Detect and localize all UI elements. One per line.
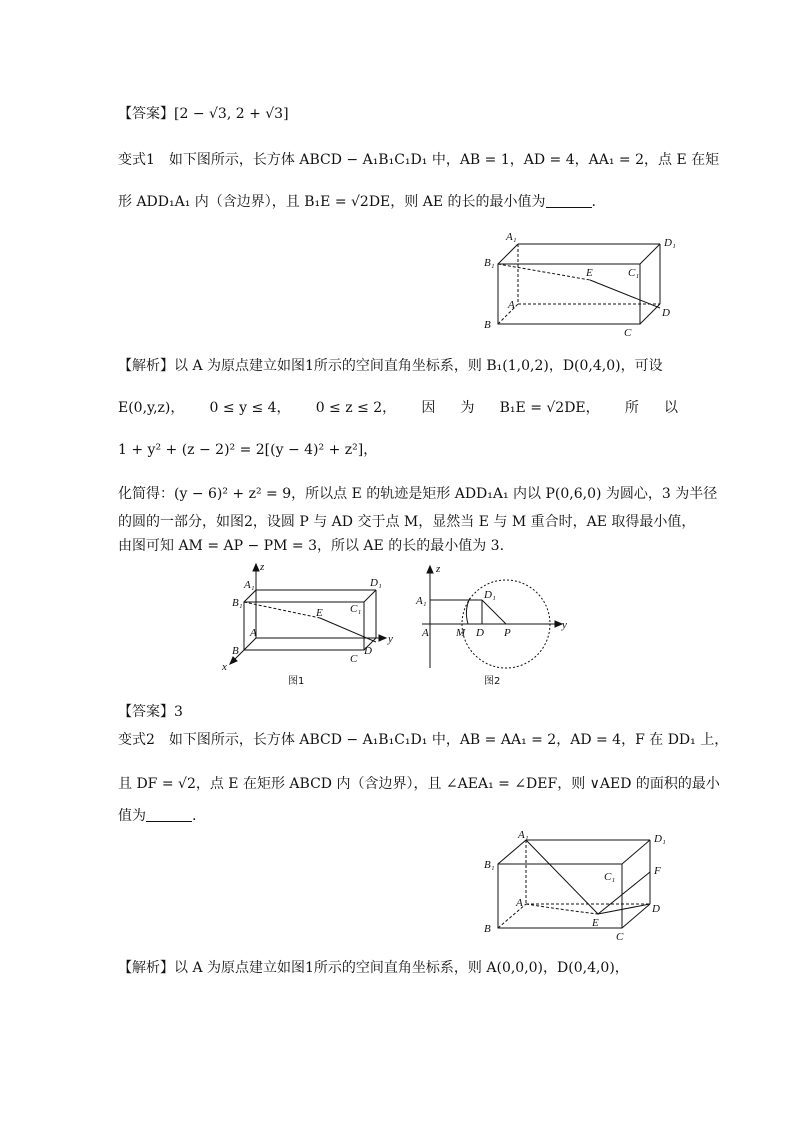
fig-1-label-3: D₁: [370, 577, 382, 589]
solution-1-seg-5: B₁E = √2DE，: [499, 400, 600, 416]
fig-b-label-1: B₁: [484, 859, 495, 871]
variant-2-line-3: [118, 806, 196, 826]
fig-a-label-1: B₁: [484, 257, 495, 269]
fig-b-label-8: C: [616, 931, 624, 943]
solution-1-seg-3: 因: [421, 400, 436, 416]
solution-1-line-5: 的圆的一部分，如图2，设圆 P 与 AD 交于点 M，显然当 E 与 M 重合时，AE 取得最小值，: [118, 514, 696, 530]
fig-a-label-2: D₁: [664, 237, 676, 249]
fig-2-label-0: z: [436, 563, 441, 575]
fig-2-label-2: D₁: [484, 589, 496, 601]
fig-b-label-0: A₁: [518, 829, 529, 841]
answer-1: 【答案】[2 − √3, 2 + √3]: [118, 106, 289, 122]
figure-2-circle: [412, 562, 572, 672]
variant-1-line-1: 变式1 如下图所示，长方体 ABCD − A₁B₁C₁D₁ 中，AB = 1，AD = 4，AA₁ = 2，点 E 在矩: [118, 152, 720, 168]
fig-1-label-1: A₁: [244, 579, 255, 591]
fig-1-label-5: E: [316, 607, 323, 619]
figure-1-caption: 图1: [288, 676, 305, 687]
fig-2-label-7: y: [562, 619, 567, 631]
fig-b-label-2: D₁: [654, 833, 666, 845]
solution-2-line-1: 【解析】以 A 为原点建立如图1所示的空间直角坐标系，则 A(0,0,0)，D(0,4,0)，: [118, 960, 629, 976]
fig-2-label-6: P: [504, 627, 511, 639]
figure-2-caption: 图2: [484, 676, 501, 687]
solution-1-line-2: [118, 398, 678, 418]
fig-2-label-5: D: [476, 627, 484, 639]
solution-1-seg-4: 为: [460, 400, 475, 416]
variant-1-line-2-text: 形 ADD₁A₁ 内（含边界），且 B₁E = √2DE，则 AE 的长的最小值为: [118, 194, 546, 210]
fig-1-label-7: B: [232, 645, 239, 657]
variant-2-line-3-text: 值为: [118, 808, 146, 824]
fig-b-label-5: A: [516, 897, 523, 909]
solution-1-seg-7: 以: [663, 400, 678, 416]
figure-1-cuboid-axes: [220, 562, 400, 672]
fig-1-label-2: B₁: [232, 597, 243, 609]
fig-b-label-9: D: [652, 903, 660, 915]
fig-1-label-4: C₁: [350, 603, 362, 615]
fig-2-label-3: A: [422, 627, 429, 639]
solution-1-seg-2: 0 ≤ z ≤ 2，: [315, 400, 397, 416]
fig-a-label-0: A₁: [506, 231, 517, 243]
figure-cuboid-variant-2: [480, 828, 680, 944]
solution-1-seg-1: 0 ≤ y ≤ 4，: [209, 400, 291, 416]
fig-b-label-6: E: [592, 917, 599, 929]
fig-1-label-9: D: [364, 645, 372, 657]
variant-2-line-2: 且 DF = √2，点 E 在矩形 ABCD 内（含边界），且 ∠AEA₁ = ∠DEF，则 ∨AED 的面积的最小: [118, 776, 720, 792]
variant-2-line-3-end: .: [192, 808, 197, 824]
fig-1-label-0: z: [260, 561, 265, 573]
fig-a-label-4: E: [586, 267, 593, 279]
solution-1-line-6: 由图可知 AM = AP − PM = 3，所以 AE 的长的最小值为 3.: [118, 538, 505, 554]
fig-b-label-4: F: [654, 865, 661, 877]
fig-b-label-7: B: [484, 923, 491, 935]
answer-2: 【答案】3: [118, 704, 183, 720]
fig-b-label-3: C₁: [604, 871, 616, 883]
solution-1-seg-6: 所: [624, 400, 639, 416]
fig-a-label-3: C₁: [628, 267, 640, 279]
fig-1-label-10: y: [388, 633, 393, 645]
fig-a-label-6: B: [484, 319, 491, 331]
fig-a-label-5: A: [508, 299, 515, 311]
fig-1-label-8: C: [350, 653, 358, 665]
fig-1-label-6: A: [250, 627, 257, 639]
variant-1-line-2-end: .: [591, 194, 596, 210]
answer-blank-2: [146, 807, 192, 822]
answer-blank: [546, 193, 592, 208]
solution-1-line-4: 化简得：(y − 6)² + z² = 9，所以点 E 的轨迹是矩形 ADD₁A₁ 内以 P(0,6,0) 为圆心，3 为半径: [118, 486, 718, 502]
variant-2-line-1: 变式2 如下图所示，长方体 ABCD − A₁B₁C₁D₁ 中，AB = AA₁ = 2，AD = 4，F 在 DD₁ 上，: [118, 732, 729, 748]
figure-cuboid-variant-1: [480, 228, 680, 340]
fig-a-label-7: C: [624, 327, 632, 339]
fig-1-label-11: x: [222, 661, 227, 673]
fig-2-label-4: M: [456, 627, 466, 639]
solution-1-seg-0: E(0,y,z)，: [118, 400, 185, 416]
variant-1-line-2: [118, 192, 596, 212]
fig-a-label-8: D: [662, 307, 670, 319]
solution-1-line-3: 1 + y² + (z − 2)² = 2[(y − 4)² + z²]，: [118, 442, 378, 458]
solution-1-line-1: 【解析】以 A 为原点建立如图1所示的空间直角坐标系，则 B₁(1,0,2)，D(0,4,0)，可设: [118, 358, 663, 374]
fig-2-label-1: A₁: [416, 595, 427, 607]
